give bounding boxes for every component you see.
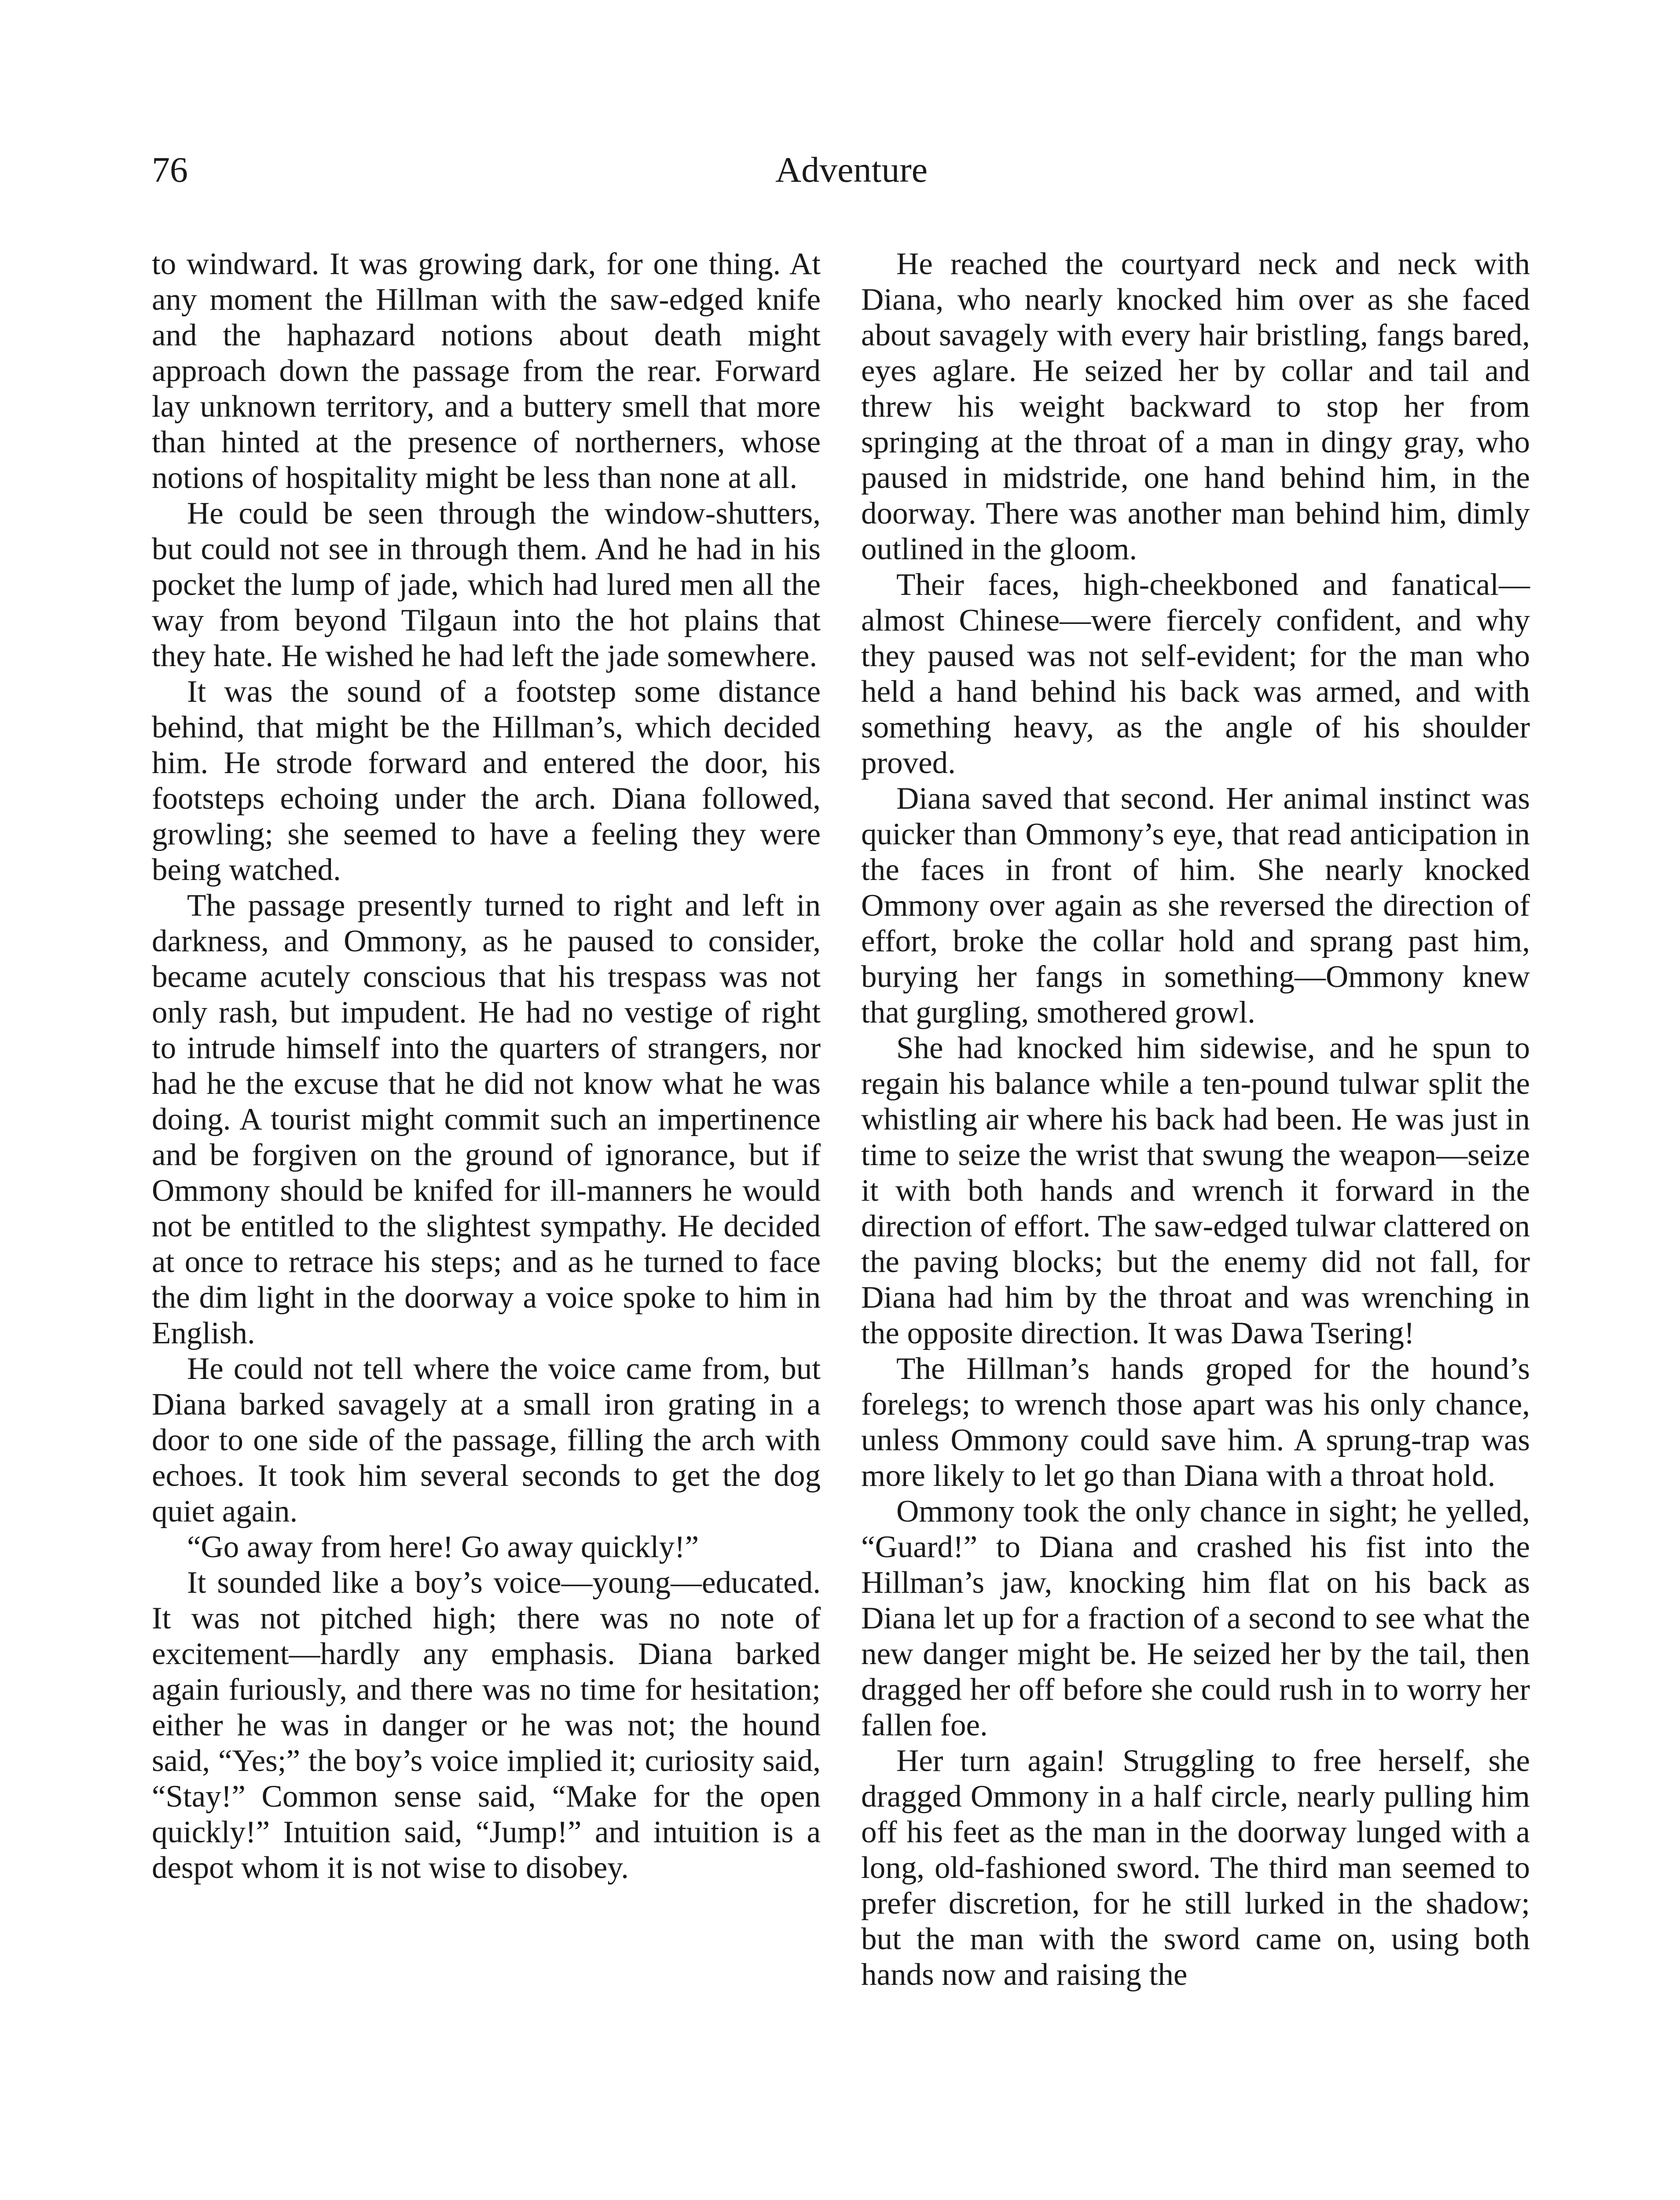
left-column (152, 246, 821, 1886)
paragraph: Her turn again! Struggling to free herself, she dragged Ommony in a half circle, nearly pulling him off his feet as the man in the doorway lunged with a long, old-fashioned sword. The third man seemed to prefer discretion, for he still lurked in the shadow; but the man with the sword came on, using both hands now and raising the (861, 1744, 1530, 1992)
paragraph: Their faces, high-cheekboned and fanatical—almost Chinese—were fiercely confident, and why they paused was not self-evident; for the man who held a hand behind his back was armed, and with something heavy, as the angle of his shoulder proved. (861, 568, 1530, 780)
paragraph: He could not tell where the voice came from, but Diana barked savagely at a small iron grating in a door to one side of the passage, filling the arch with echoes. It took him several seconds to get the dog quiet again. (152, 1352, 821, 1529)
paragraph: The passage presently turned to right and left in darkness, and Ommony, as he paused to consider, became acutely conscious that his trespass was not only rash, but impudent. He had no vestige of right to intrude himself into the quarters of strangers, nor had he the excuse that he did not know what he was doing. A tourist might commit such an impertinence and be forgiven on the ground of ignorance, but if Ommony should be knifed for ill-manners he would not be entitled to the slightest sympathy. He decided at once to retrace his steps; and as he turned to face the dim light in the doorway a voice spoke to him in English. (152, 888, 821, 1350)
paragraph: “Go away from here! Go away quickly!” (187, 1530, 699, 1564)
paragraph: Diana saved that second. Her animal instinct was quicker than Ommony’s eye, that read anticipation in the faces in front of him. She nearly knocked Ommony over again as she reversed the direction of effort, broke the collar hold and sprang past him, burying her fangs in something—Ommony knew that gurgling, smothered growl. (861, 781, 1530, 1030)
paragraph: He could be seen through the window-shutters, but could not see in through them. And he had in his pocket the lump of jade, which had lured men all the way from beyond Tilgaun into the hot plains that they hate. He wished he had left the jade somewhere. (152, 496, 821, 673)
page-number: 76 (152, 150, 188, 190)
paragraph: It sounded like a boy’s voice—young—educated. It was not pitched high; there was no note of excitement—hardly any emphasis. Diana barked again furiously, and there was no time for hesitation; either he was in danger or he was not; the hound said, “Yes;” the boy’s voice implied it; curiosity said, “Stay!” Common sense said, “Make for the open quickly!” Intuition said, “Jump!” and intuition is a despot whom it is not wise to disobey. (152, 1566, 821, 1885)
paragraph: He reached the courtyard neck and neck with Diana, who nearly knocked him over as she faced about savagely with every hair bristling, fangs bared, eyes aglare. He seized her by collar and tail and threw his weight backward to stop her from springing at the throat of a man in dingy gray, who paused in midstride, one hand behind him, in the doorway. There was another man behind him, dimly outlined in the gloom. (861, 247, 1530, 566)
paragraph: She had knocked him sidewise, and he spun to regain his balance while a ten-pound tulwar split the whistling air where his back had been. He was just in time to seize the wrist that swung the weapon—seize it with both hands and wrench it forward in the direction of effort. The saw-edged tulwar clattered on the paving blocks; but the enemy did not fall, for Diana had him by the throat and was wrenching in the opposite direction. It was Dawa Tsering! (861, 1031, 1530, 1350)
paragraph: The Hillman’s hands groped for the hound’s forelegs; to wrench those apart was his only chance, unless Ommony could save him. A sprung-trap was more likely to let go than Diana with a throat hold. (861, 1352, 1530, 1493)
page-title: Adventure (775, 150, 928, 190)
paragraph: to windward. It was growing dark, for one thing. At any moment the Hillman with the saw-edged knife and the haphazard notions about death might approach down the passage from the rear. Forward lay unknown territory, and a buttery smell that more than hinted at the presence of northerners, whose notions of hospitality might be less than none at all. (152, 247, 821, 495)
paragraph: Ommony took the only chance in sight; he yelled, “Guard!” to Diana and crashed his fist into the Hillman’s jaw, knocking him flat on his back as Diana let up for a fraction of a second to see what the new danger might be. He seized her by the tail, then dragged her off before she could rush in to worry her fallen foe. (861, 1494, 1530, 1742)
right-column (861, 246, 1530, 1993)
paragraph: It was the sound of a footstep some distance behind, that might be the Hillman’s, which decided him. He strode forward and entered the door, his footsteps echoing under the arch. Diana followed, growling; she seemed to have a feeling they were being watched. (152, 675, 821, 887)
